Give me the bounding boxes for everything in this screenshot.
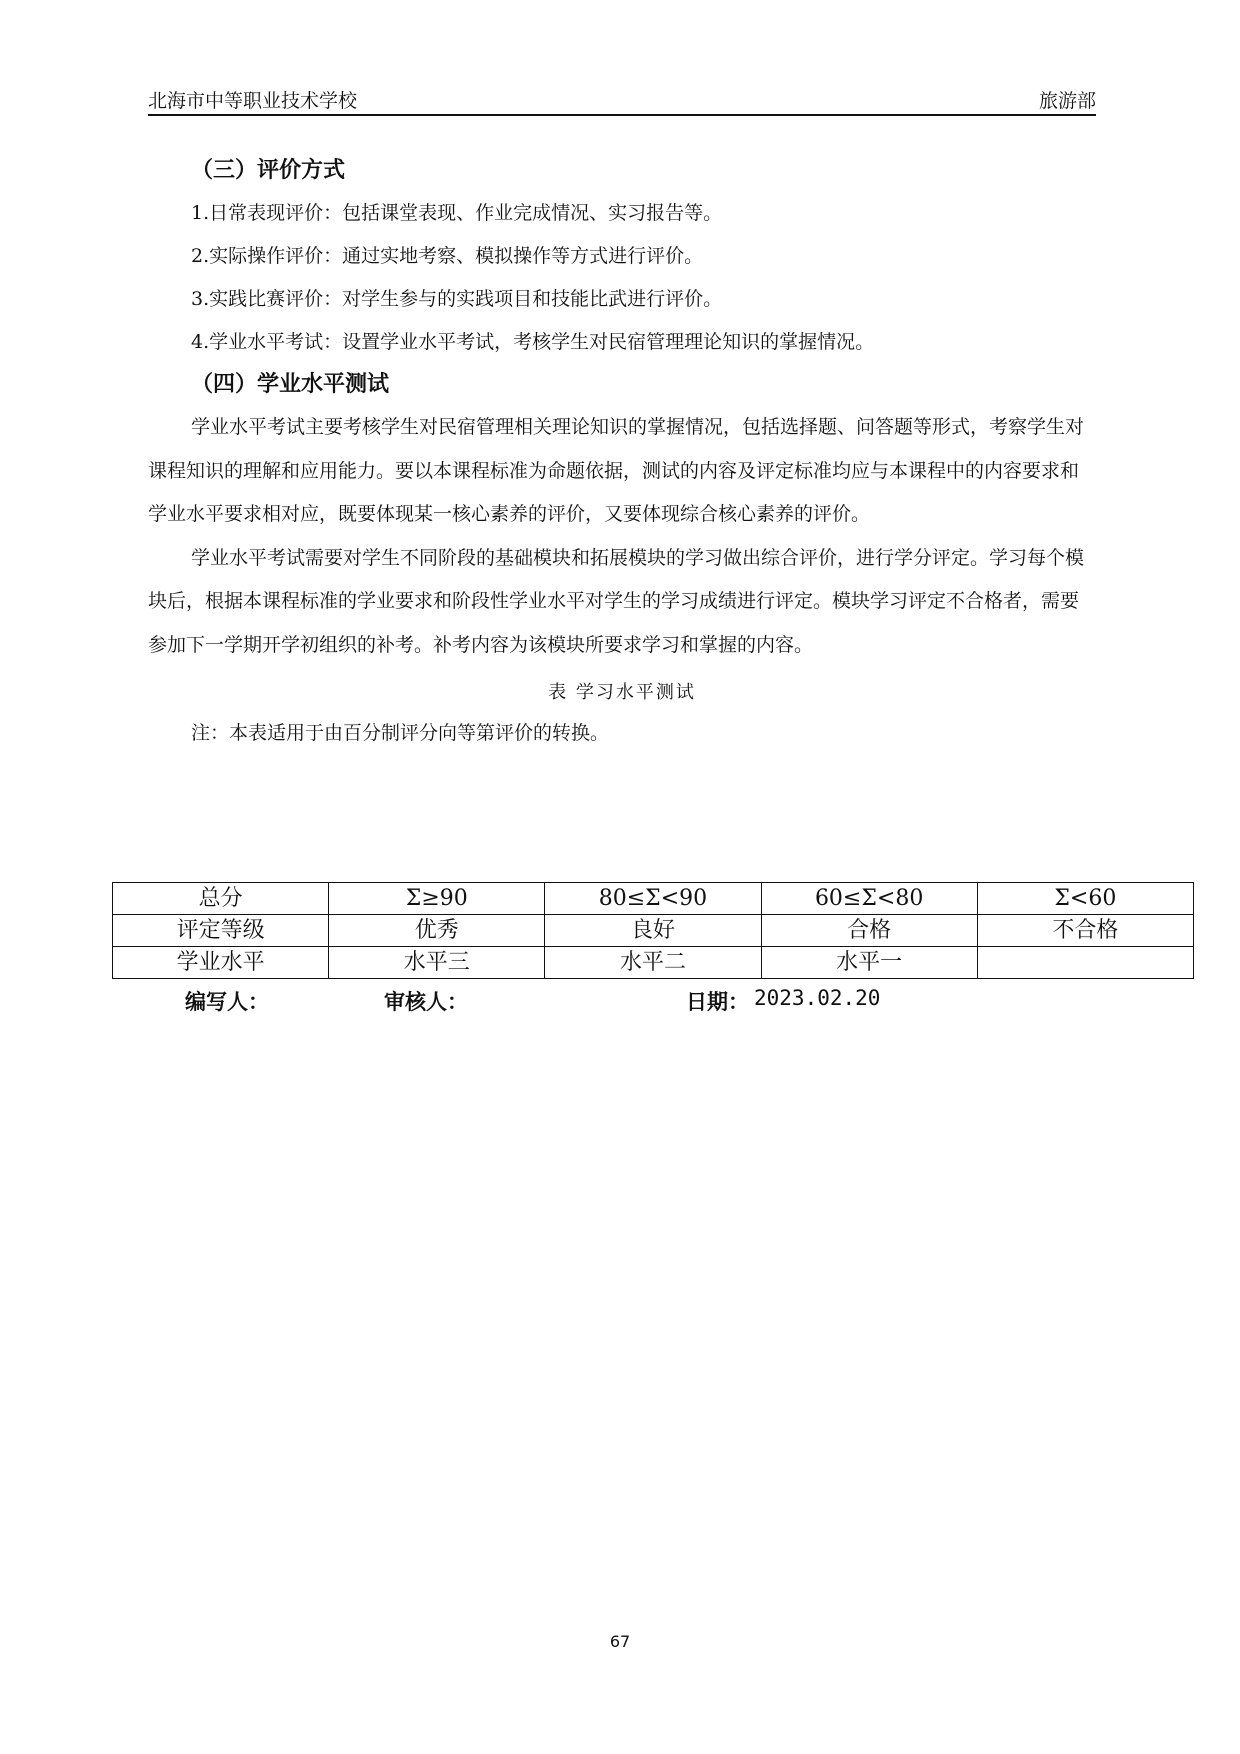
table-cell: 不合格 [977, 915, 1193, 947]
header-department: 旅游部 [1038, 90, 1096, 112]
header-school-name: 北海市中等职业技术学校 [148, 90, 358, 112]
body-paragraph: 学业水平考试需要对学生不同阶段的基础模块和拓展模块的学习做出综合评价，进行学分评定。学习每个模块后，根据本课程标准的学业要求和阶段性学业水平对学生的学习成绩进行评定。模块学习评定不合格者，需要参加下一学期开学初组织的补考。补考内容为该模块所要求学习和掌握的内容。 [148, 546, 1085, 656]
evaluation-item: 1.日常表现评价：包括课堂表现、作业完成情况、实习报告等。 [191, 202, 723, 224]
table-cell: 80≤Σ<90 [545, 883, 761, 915]
table-cell: 学业水平 [113, 947, 329, 979]
section-heading-proficiency-test: （四）学业水平测试 [191, 372, 390, 397]
evaluation-item: 4.学业水平考试：设置学业水平考试，考核学生对民宿管理理论知识的掌握情况。 [191, 331, 875, 353]
section-heading-evaluation-methods: （三）评价方式 [191, 158, 346, 183]
table-cell: 评定等级 [113, 915, 329, 947]
grade-conversion-table [112, 882, 1194, 979]
page-content [148, 150, 1096, 753]
table-cell: 水平二 [545, 947, 761, 979]
reviewer-label: 审核人： [384, 990, 468, 1014]
table-cell: 优秀 [329, 915, 545, 947]
table-row [113, 915, 1194, 947]
table-caption: 表 学习水平测试 [548, 682, 696, 703]
table-cell: 总分 [113, 883, 329, 915]
table-row [113, 883, 1194, 915]
page-header [148, 86, 1096, 116]
table-cell: 良好 [545, 915, 761, 947]
page-number: 67 [609, 1632, 631, 1651]
date-value: 2023.02.20 [754, 986, 881, 1010]
signature-line [0, 986, 1240, 1018]
body-paragraph: 学业水平考试主要考核学生对民宿管理相关理论知识的掌握情况，包括选择题、问答题等形式，考察学生对课程知识的理解和应用能力。要以本课程标准为命题依据，测试的内容及评定标准均应与本课程中的内容要求和学业水平要求相对应，既要体现某一核心素养的评价，又要体现综合核心素养的评价。 [148, 416, 1085, 525]
table-note: 注：本表适用于由百分制评分向等第评价的转换。 [191, 722, 610, 744]
evaluation-item: 3.实践比赛评价：对学生参与的实践项目和技能比武进行评价。 [191, 288, 723, 310]
writer-label: 编写人： [185, 990, 269, 1014]
table-cell: 合格 [761, 915, 977, 947]
table-cell: Σ≥90 [329, 883, 545, 915]
table-cell: 水平一 [761, 947, 977, 979]
table-cell: Σ<60 [977, 883, 1193, 915]
table-row [113, 947, 1194, 979]
table-cell [977, 947, 1193, 979]
table-cell: 60≤Σ<80 [761, 883, 977, 915]
evaluation-item: 2.实际操作评价：通过实地考察、模拟操作等方式进行评价。 [191, 245, 704, 267]
table-cell: 水平三 [329, 947, 545, 979]
date-label: 日期： [686, 990, 749, 1014]
